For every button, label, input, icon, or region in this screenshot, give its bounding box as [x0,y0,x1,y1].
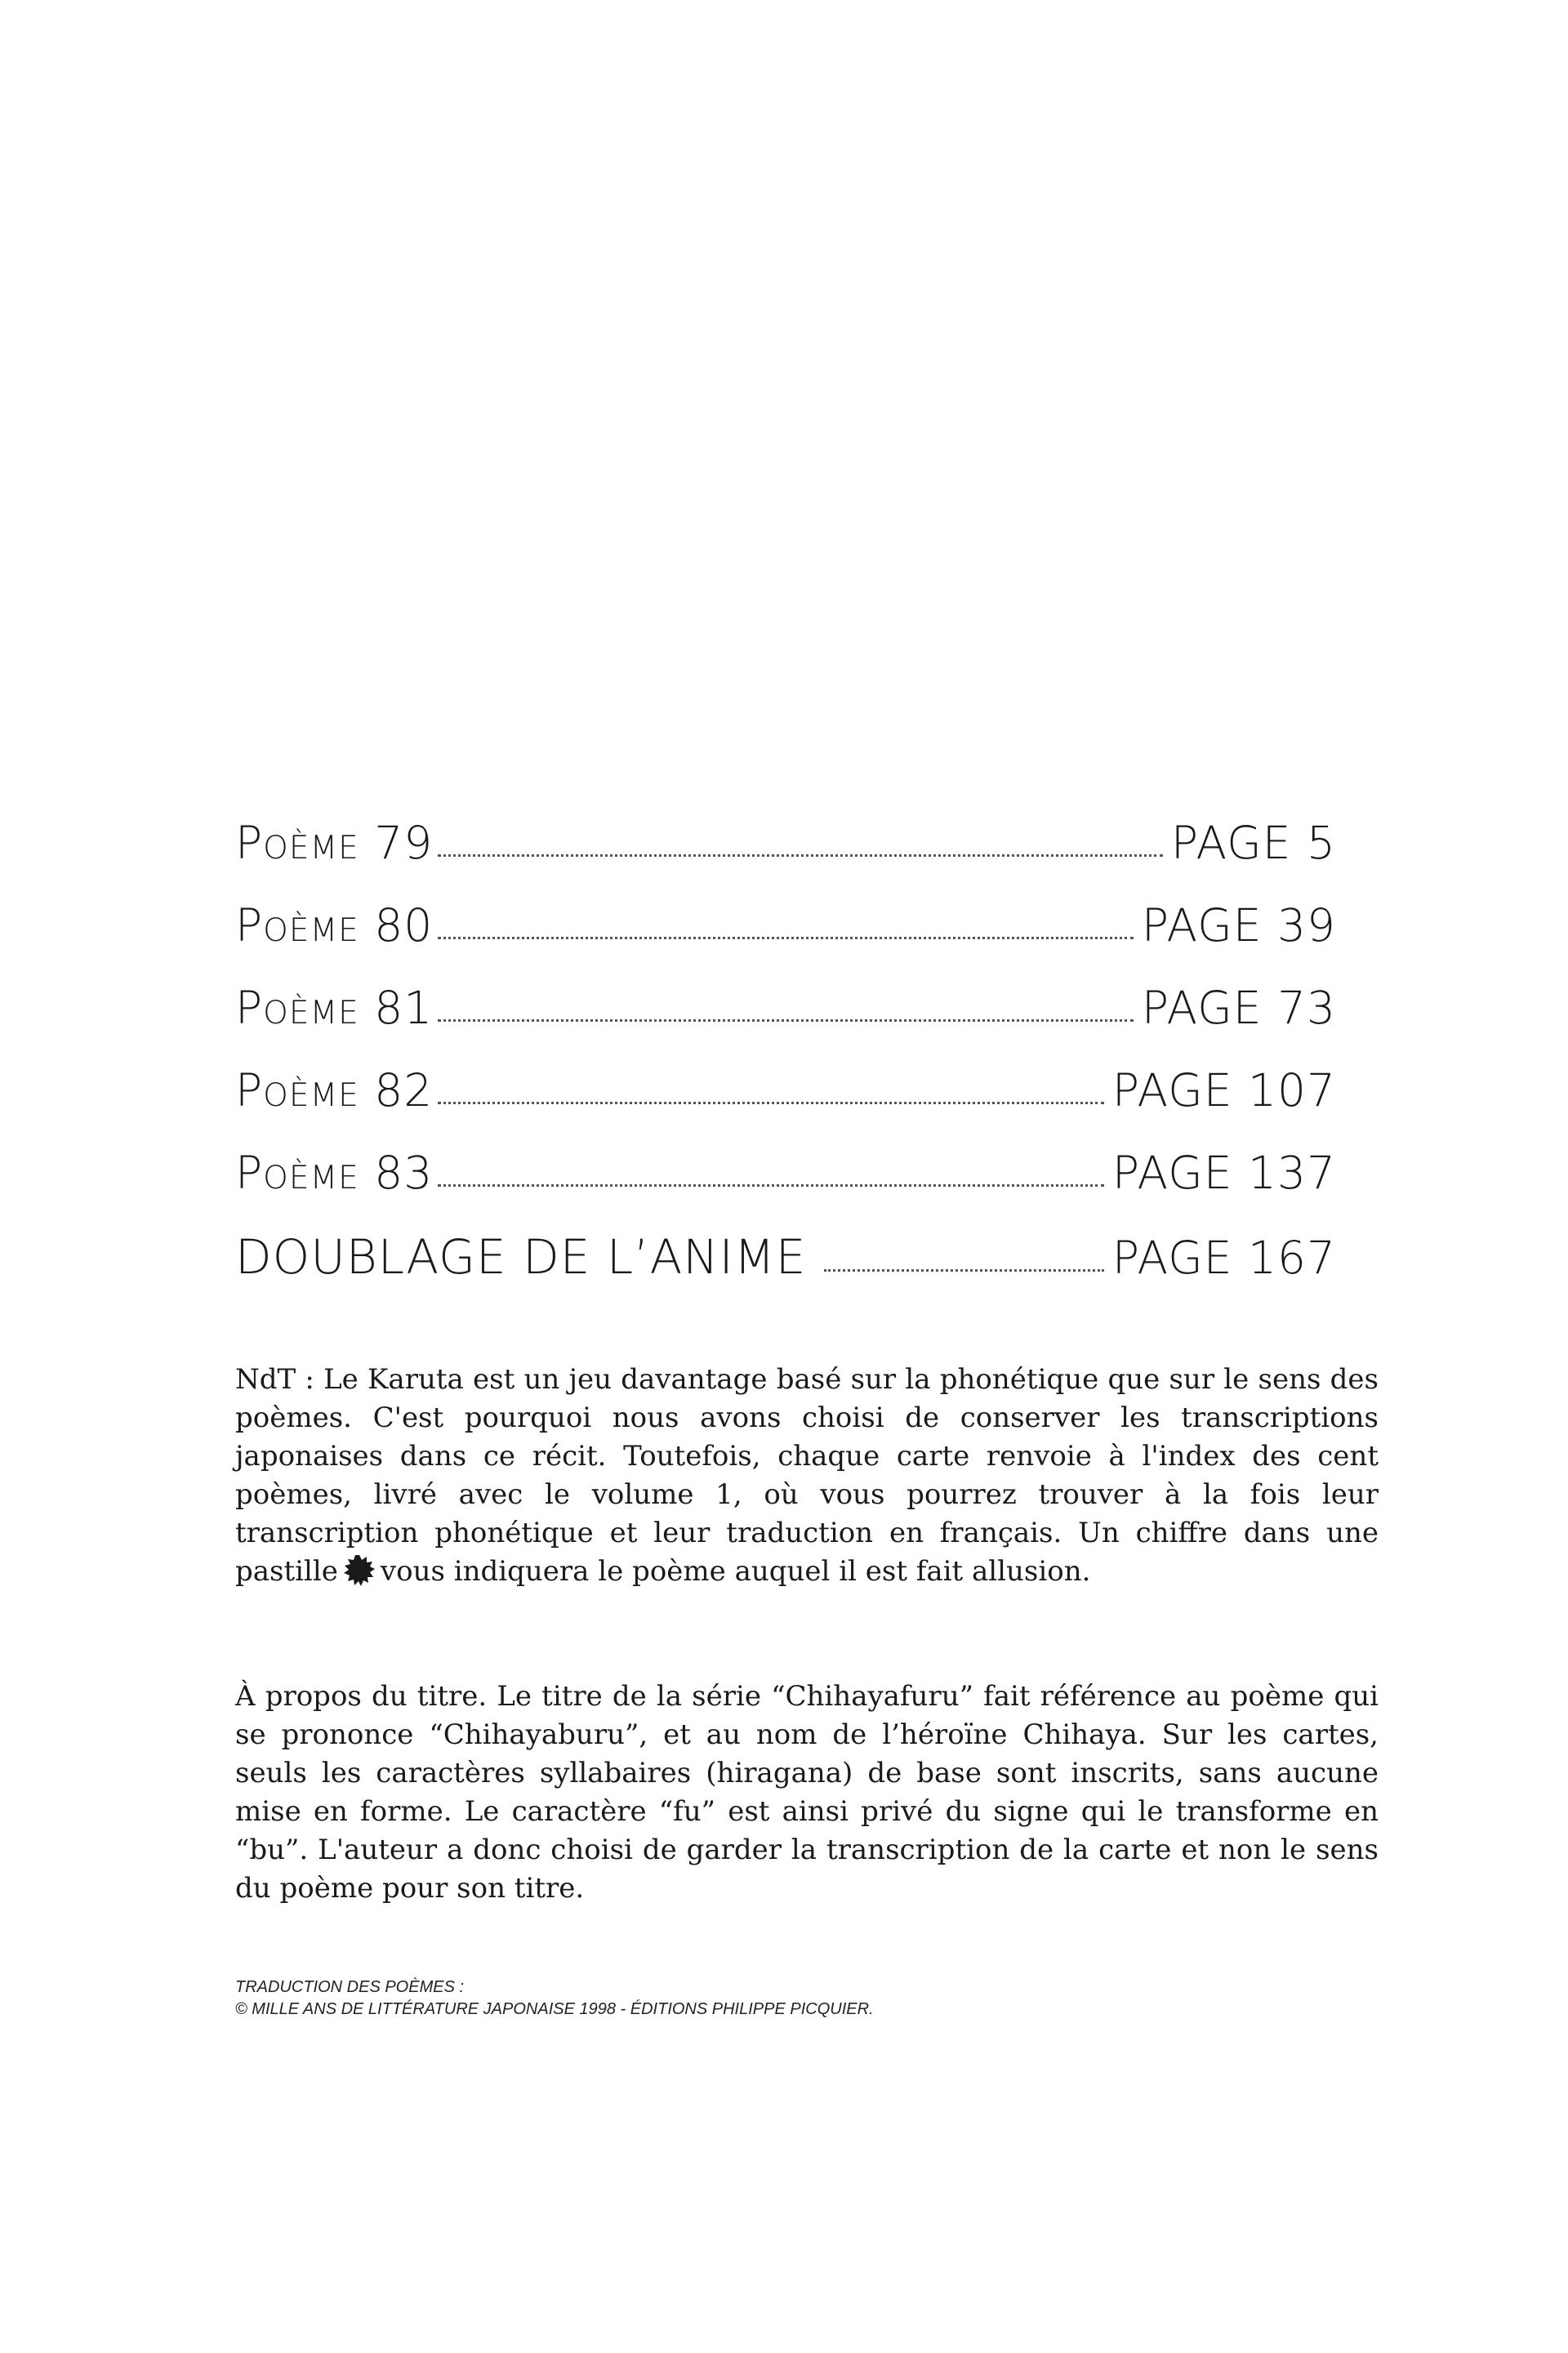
toc-entry-title: DOUBLAGE DE L’ANIME [235,1229,807,1285]
toc-entry-poeme-82 [235,1064,1336,1147]
toc-entry-page: PAGE 39 [1141,899,1336,951]
credits-line-1: TRADUCTION DES POÈMES : [235,1978,465,1996]
toc-leader-dots [438,1184,1104,1187]
translator-note [235,1361,1379,1591]
toc-entry-page: PAGE 73 [1141,982,1336,1034]
toc-entry-title: Poème 79 [235,817,434,869]
title-note: À propos du titre. Le titre de la série “Chihayafuru” fait référence au poème qui se prononce “Chihayaburu”, et au nom de l’héroïne Chihaya. Sur les cartes, seuls les caractères syllabaires (hiragana) de base sont inscrits, sans aucune mise en forme. Le caractère “fu” est ainsi privé du signe qui le transforme en “bu”. L'auteur a donc choisi de garder la transcription de la carte et non le sens du poème pour son titre. [235,1680,1379,1905]
translator-note-text-end: vous indiquera le poème auquel il est fait allusion. [380,1555,1091,1588]
toc-entry-doublage [235,1229,1336,1312]
credits-line-2: © MILLE ANS DE LITTÉRATURE JAPONAISE 1998 - ÉDITIONS PHILIPPE PICQUIER. [235,2000,874,2018]
translation-credits [235,1976,874,2021]
toc-entry-title: Poème 83 [235,1147,434,1199]
toc-entry-poeme-81 [235,982,1336,1064]
toc-leader-dots [438,854,1163,857]
toc-entry-page: PAGE 5 [1170,817,1336,869]
table-of-contents [235,817,1336,1312]
translator-note-text: NdT : Le Karuta est un jeu davantage basé sur la phonétique que sur le sens des poèmes. C'est pourquoi nous avons choisi de conserver les transcriptions japonaises dans ce récit. Toutefois, chaque carte renvoie à l'index des cent poèmes, livré avec le volume 1, où vous pourrez trouver à la fois leur transcription phonétique et leur traduction en français. Un chiffre dans une pastille [235,1363,1379,1588]
toc-entry-page: PAGE 167 [1111,1232,1336,1284]
badge-icon [343,1554,376,1587]
toc-entry-page: PAGE 107 [1111,1064,1336,1116]
toc-entry-title: Poème 80 [235,899,434,951]
toc-entry-title: Poème 82 [235,1064,434,1116]
toc-entry-title: Poème 81 [235,982,434,1034]
toc-leader-dots [438,1102,1104,1104]
toc-leader-dots [824,1269,1103,1272]
toc-leader-dots [438,937,1134,939]
toc-entry-page: PAGE 137 [1111,1147,1336,1199]
toc-entry-poeme-79 [235,817,1336,899]
toc-entry-poeme-80 [235,899,1336,982]
toc-entry-poeme-83 [235,1147,1336,1229]
toc-leader-dots [438,1019,1134,1022]
